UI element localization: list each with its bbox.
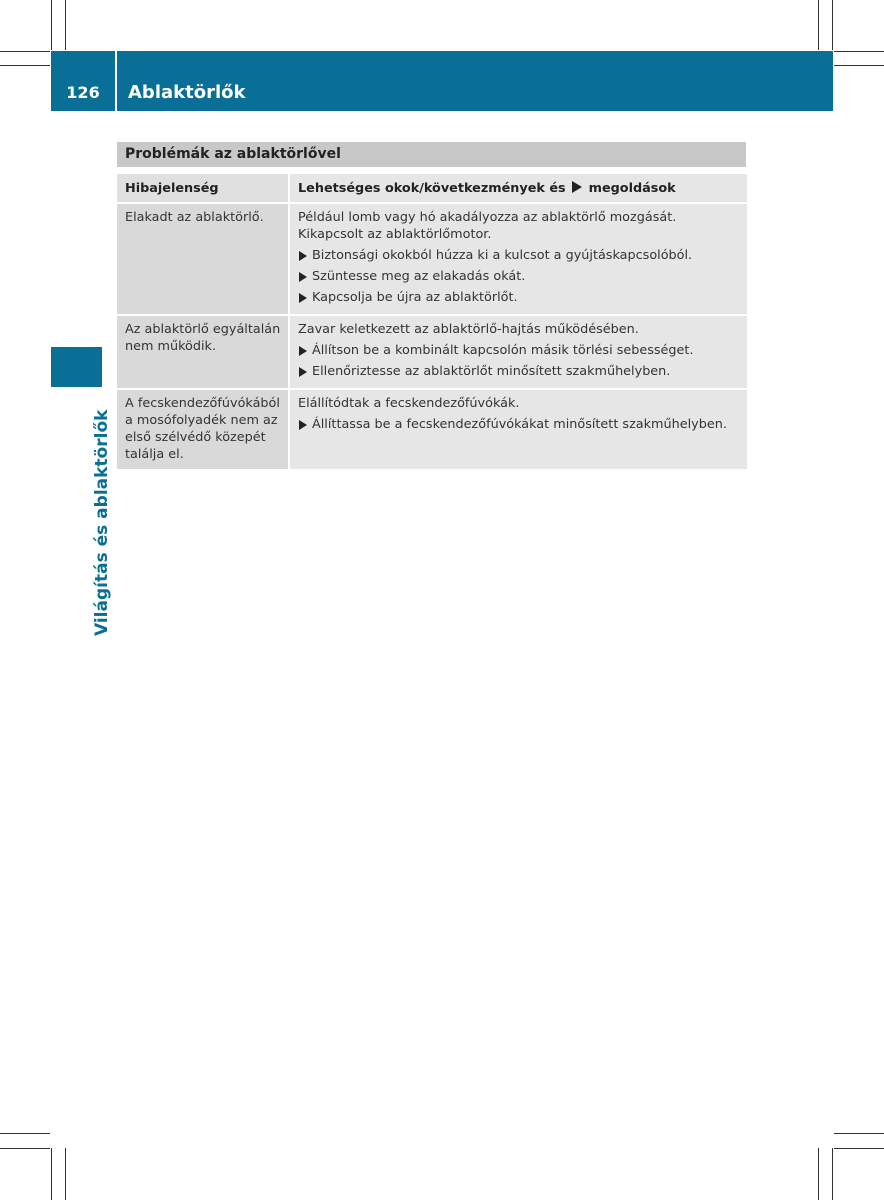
header-causes-text: Lehetséges okok/következmények és <box>298 181 566 196</box>
chapter-label: Világítás és ablaktörlők <box>92 409 112 636</box>
crop-mark <box>832 0 833 50</box>
crop-mark <box>818 1148 819 1200</box>
header-solutions-text: megoldások <box>588 181 676 196</box>
table-row <box>117 203 747 315</box>
cause-cell <box>289 315 747 389</box>
crop-mark <box>834 51 884 52</box>
troubleshooting-table <box>117 174 747 469</box>
step-item <box>298 416 741 433</box>
step-text: Kapcsolja be újra az ablaktörlőt. <box>312 290 518 305</box>
symptom-cell: Az ablaktörlő egyáltalán nem működik. <box>117 315 289 389</box>
symptom-cell: Elakadt az ablaktörlő. <box>117 203 289 315</box>
cause-cell <box>289 203 747 315</box>
crop-mark <box>834 1148 884 1149</box>
page-header <box>51 51 833 111</box>
arrow-icon <box>299 346 307 356</box>
page-number: 126 <box>66 83 100 102</box>
step-item <box>298 268 741 285</box>
crop-mark <box>834 1133 884 1134</box>
arrow-icon <box>299 293 307 303</box>
step-item <box>298 342 741 359</box>
crop-mark <box>834 65 884 66</box>
crop-mark <box>0 51 50 52</box>
table-title: Problémák az ablaktörlővel <box>117 142 746 167</box>
arrow-icon <box>299 251 307 261</box>
cause-text: Elállítódtak a fecskendezőfúvókák. <box>298 396 520 411</box>
step-text: Állítson be a kombinált kapcsolón másik törlési sebességet. <box>312 343 694 358</box>
table-row <box>117 389 747 469</box>
chapter-tab <box>51 347 102 387</box>
header-symptom: Hibajelenség <box>117 174 289 203</box>
crop-mark <box>832 1148 833 1200</box>
crop-mark <box>65 0 66 50</box>
crop-mark <box>51 0 52 50</box>
arrow-icon <box>572 181 582 193</box>
step-text: Állíttassa be a fecskendezőfúvókákat minősített szakműhelyben. <box>312 417 727 432</box>
crop-mark <box>0 1148 50 1149</box>
cause-cell <box>289 389 747 469</box>
cause-text: Zavar keletkezett az ablaktörlő-hajtás működésében. <box>298 322 639 337</box>
crop-mark <box>51 1148 52 1200</box>
step-text: Ellenőriztesse az ablaktörlőt minősített szakműhelyben. <box>312 364 671 379</box>
cause-text: Például lomb vagy hó akadályozza az ablaktörlő mozgását. Kikapcsolt az ablaktörlőmotor. <box>298 210 677 242</box>
table-header-row <box>117 174 747 203</box>
step-text: Szüntesse meg az elakadás okát. <box>312 269 526 284</box>
crop-mark <box>65 1148 66 1200</box>
crop-mark <box>0 1133 50 1134</box>
arrow-icon <box>299 272 307 282</box>
step-text: Biztonsági okokból húzza ki a kulcsot a gyújtáskapcsolóból. <box>312 248 693 263</box>
arrow-icon <box>299 420 307 430</box>
symptom-cell: A fecskendezőfúvókából a mosófolyadék nem az első szélvédő közepét találja el. <box>117 389 289 469</box>
header-separator <box>115 51 117 111</box>
step-item <box>298 363 741 380</box>
section-title: Ablaktörlők <box>128 82 246 103</box>
header-causes <box>289 174 747 203</box>
step-item <box>298 247 741 264</box>
table-row <box>117 315 747 389</box>
step-item <box>298 289 741 306</box>
arrow-icon <box>299 367 307 377</box>
crop-mark <box>818 0 819 50</box>
crop-mark <box>0 65 50 66</box>
